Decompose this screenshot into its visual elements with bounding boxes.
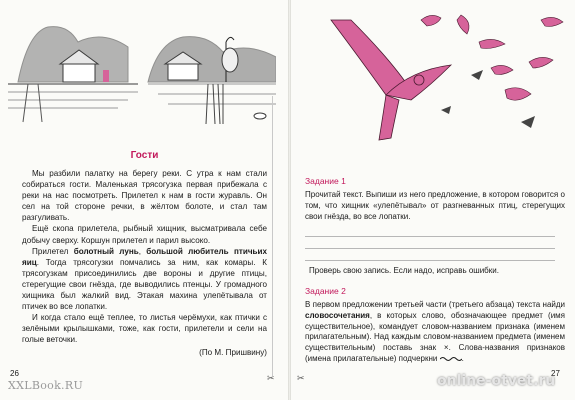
story-author: (По М. Пришвину) bbox=[199, 348, 267, 357]
watermark-left: XXLBook.RU bbox=[8, 379, 84, 392]
bold-phrase-2: большой любитель птичьих яиц bbox=[22, 246, 267, 267]
check-note: Проверь свою запись. Если надо, исправь ошибки. bbox=[309, 266, 499, 275]
task-1-heading: Задание 1 bbox=[305, 176, 346, 186]
riverbank-illustration bbox=[8, 12, 276, 130]
page-number-right: 27 bbox=[551, 369, 560, 378]
bird-icon bbox=[331, 20, 451, 140]
answer-line-2 bbox=[305, 248, 555, 249]
story-paragraph-4: И когда стало ещё теплее, то листья черёмухи, как птички с зелёными крылышками, тоже, как гости, прилетели и сели на голые веточки. bbox=[22, 313, 267, 345]
scissors-icon: ✂ bbox=[297, 373, 305, 383]
task-2-text: В первом предложении третьей части (третьего абзаца) текста найди словосочетания, в которых слово, обозначающее предмет (имя существительное), командует словом-названием признака (именем прилагательным). Над каждым словом-названием предмета (именем существительным) поставь знак ×. Слова-названия признаков (имена прилагательные) подчеркни . bbox=[305, 300, 565, 363]
story-paragraph-1: Мы разбили палатку на берегу реки. С утра к нам стали собираться гости. Маленькая трясогузка первая прибежала с реки на нас посмотреть. Прилетел к нам в гости журавль. Он сел на той стороне речки, в жёлтом болоте, и стал там разгуливать. bbox=[22, 169, 267, 223]
scissors-icon: ✂ bbox=[267, 373, 275, 383]
right-page bbox=[291, 0, 575, 400]
task-2-heading: Задание 2 bbox=[305, 286, 346, 296]
story-paragraph-3: Прилетел болотный лунь, большой любитель птичьих яиц. Тогда трясогузки помчались за ним, как комары. К трясогузкам присоединились две вороны и другие птицы, стерегущие свои гнёзда, где выводились птенцы. У громадного хищника был жалкий вид. Этакая махина улепётывала от птичек во все лопатки. bbox=[22, 246, 267, 312]
birds-illustration bbox=[291, 0, 575, 170]
task-2-keyword: словосочетания bbox=[305, 310, 370, 320]
margin-rule bbox=[272, 96, 273, 376]
task-1-text: Прочитай текст. Выпиши из него предложение, в котором говорится о том, что хищник «улепётывал» от разгневанных птиц, стерегущих свои гнёзда, во все лопатки. bbox=[305, 190, 565, 221]
story-text bbox=[22, 168, 267, 346]
watermark-right: online-otvet.ru bbox=[437, 373, 556, 389]
bold-phrase-1: болотный лунь bbox=[73, 246, 139, 256]
page-number-left: 26 bbox=[10, 369, 19, 378]
story-title: Гости bbox=[130, 150, 159, 161]
answer-line-3 bbox=[305, 260, 555, 261]
small-birds bbox=[421, 15, 563, 100]
wavy-underline-icon bbox=[440, 356, 462, 362]
story-paragraph-2: Ещё скопа прилетела, рыбный хищник, высматривала себе добычу сверху. Коршун прилетел и парил высоко. bbox=[22, 224, 267, 245]
answer-line-1 bbox=[305, 236, 555, 237]
